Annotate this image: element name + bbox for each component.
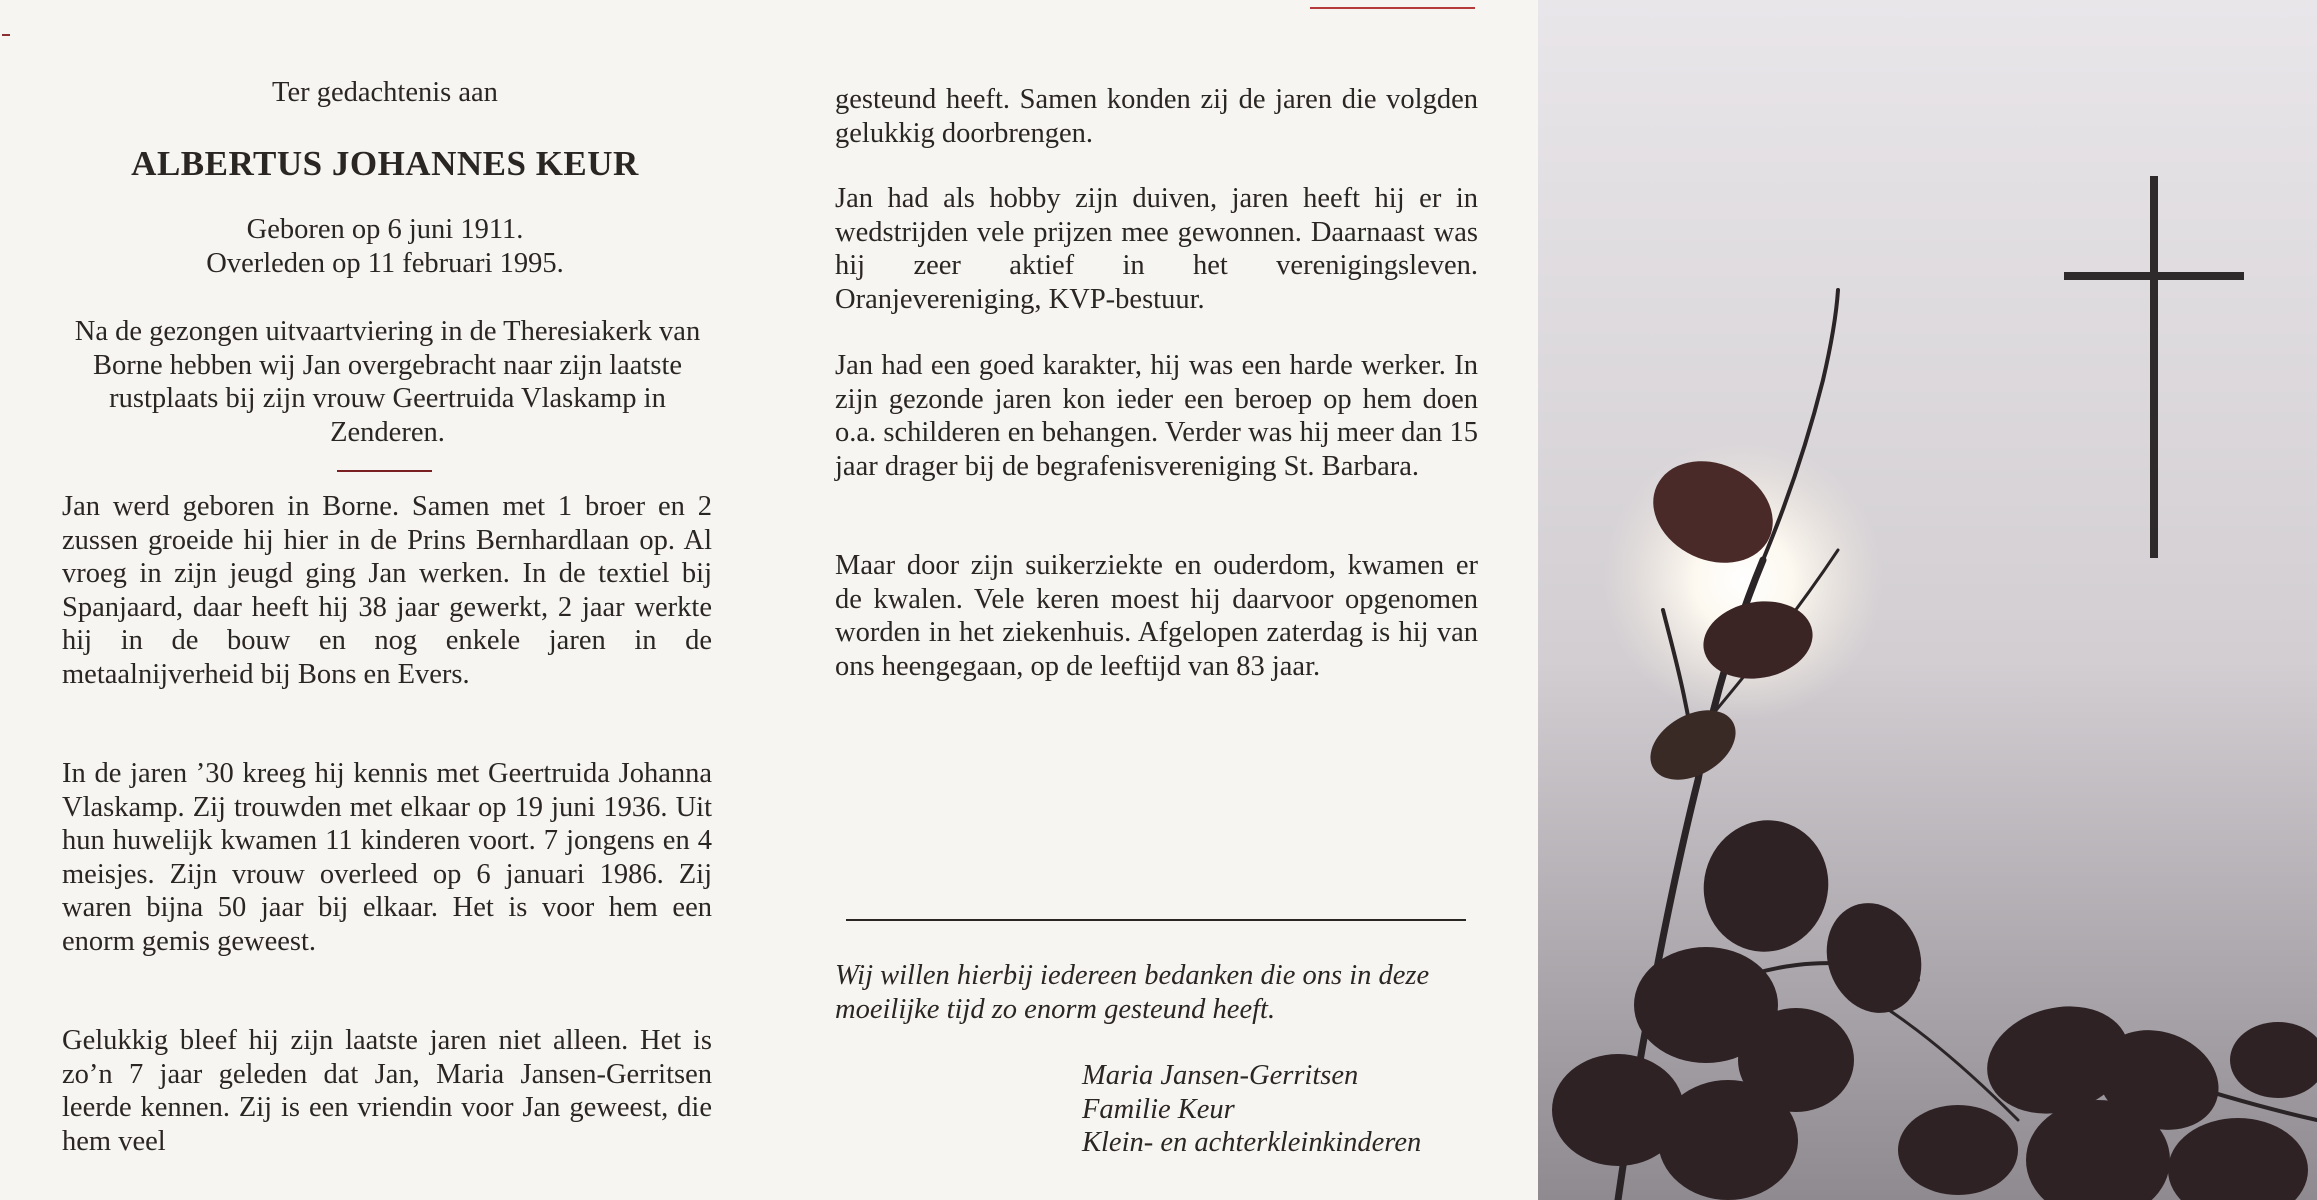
biography-paragraph: gesteund heeft. Samen konden zij de jaren die volgden gelukkig doorbrengen.: [835, 84, 1478, 149]
biography-paragraph: Maar door zijn suikerziekte en ouderdom, kwamen er de kwalen. Vele keren moest hij daarvoor opgenomen worden in het ziekenhuis. Afgelopen zaterdag is hij van ons heengegaan, op de leeftijd van 83 jaar.: [835, 550, 1478, 682]
thanks-divider: [846, 919, 1466, 921]
funeral-paragraph: Na de gezongen uitvaartviering in de Theresiakerk van Borne hebben wij Jan overgebracht naar zijn laatste rustplaats bij zijn vrouw Geertruida Vlaskamp in Zenderen.: [74, 316, 701, 448]
left-column: [0, 0, 770, 1200]
birth-date: Geboren op 6 juni 1911.: [246, 214, 524, 245]
top-edge-rule: [1310, 7, 1475, 9]
photo-artwork: [1538, 0, 2317, 1200]
biography-paragraph: In de jaren ’30 kreeg hij kennis met Geertruida Johanna Vlaskamp. Zij trouwden met elkaar op 19 juni 1936. Uit hun huwelijk kwamen 11 kinderen voort. 7 jongens en 4 meisjes. Zijn vrouw overleed op 6 januari 1986. Zij waren bijna 50 jaar bij elkaar. Het is voor hem een enorm gemis geweest.: [62, 758, 712, 957]
signature-line: Maria Jansen-Gerritsen: [1082, 1060, 1359, 1091]
memorial-photo: [1538, 0, 2317, 1200]
life-dates: [0, 213, 770, 280]
signature-line: Familie Keur: [1082, 1093, 1235, 1125]
signature-line: Klein- en achterkleinkinderen: [1082, 1127, 1422, 1158]
signature-block: [1082, 1059, 1502, 1160]
intro-text: Ter gedachtenis aan: [272, 77, 498, 108]
biography-paragraph: Jan had een goed karakter, hij was een harde werker. In zijn gezonde jaren kon ieder een beroep op hem doen o.a. schilderen en behangen. Verder was hij meer dan 15 jaar drager bij de begrafenisvereniging St. Barbara.: [835, 350, 1478, 482]
biography-paragraph: Jan had als hobby zijn duiven, jaren heeft hij er in wedstrijden vele prijzen mee gewonnen. Daarnaast was hij zeer aktief in het verenigingsleven. Oranjevereniging, KVP-bestuur.: [835, 183, 1478, 315]
biography-paragraph: Jan werd geboren in Borne. Samen met 1 broer en 2 zussen groeide hij hier in de Prins Bernhardlaan op. Al vroeg in zijn jeugd ging Jan werken. In de textiel bij Spanjaard, daar heeft hij 38 jaar gewerkt, 2 jaar werkte hij in de bouw en nog enkele jaren in de metaalnijverheid bij Bons en Evers.: [62, 491, 712, 690]
death-date: Overleden op 11 februari 1995.: [206, 247, 564, 279]
section-divider: [337, 470, 432, 472]
middle-column: [770, 0, 1538, 1200]
thanks-text: Wij willen hierbij iedereen bedanken die ons in deze moeilijke tijd zo enorm gesteund heeft.: [835, 960, 1430, 1025]
deceased-name: ALBERTUS JOHANNES KEUR: [131, 144, 639, 183]
biography-paragraph: Gelukkig bleef hij zijn laatste jaren niet alleen. Het is zo’n 7 jaar geleden dat Jan, Maria Jansen-Gerritsen leerde kennen. Zij is een vriendin voor Jan geweest, die hem veel: [62, 1025, 712, 1157]
